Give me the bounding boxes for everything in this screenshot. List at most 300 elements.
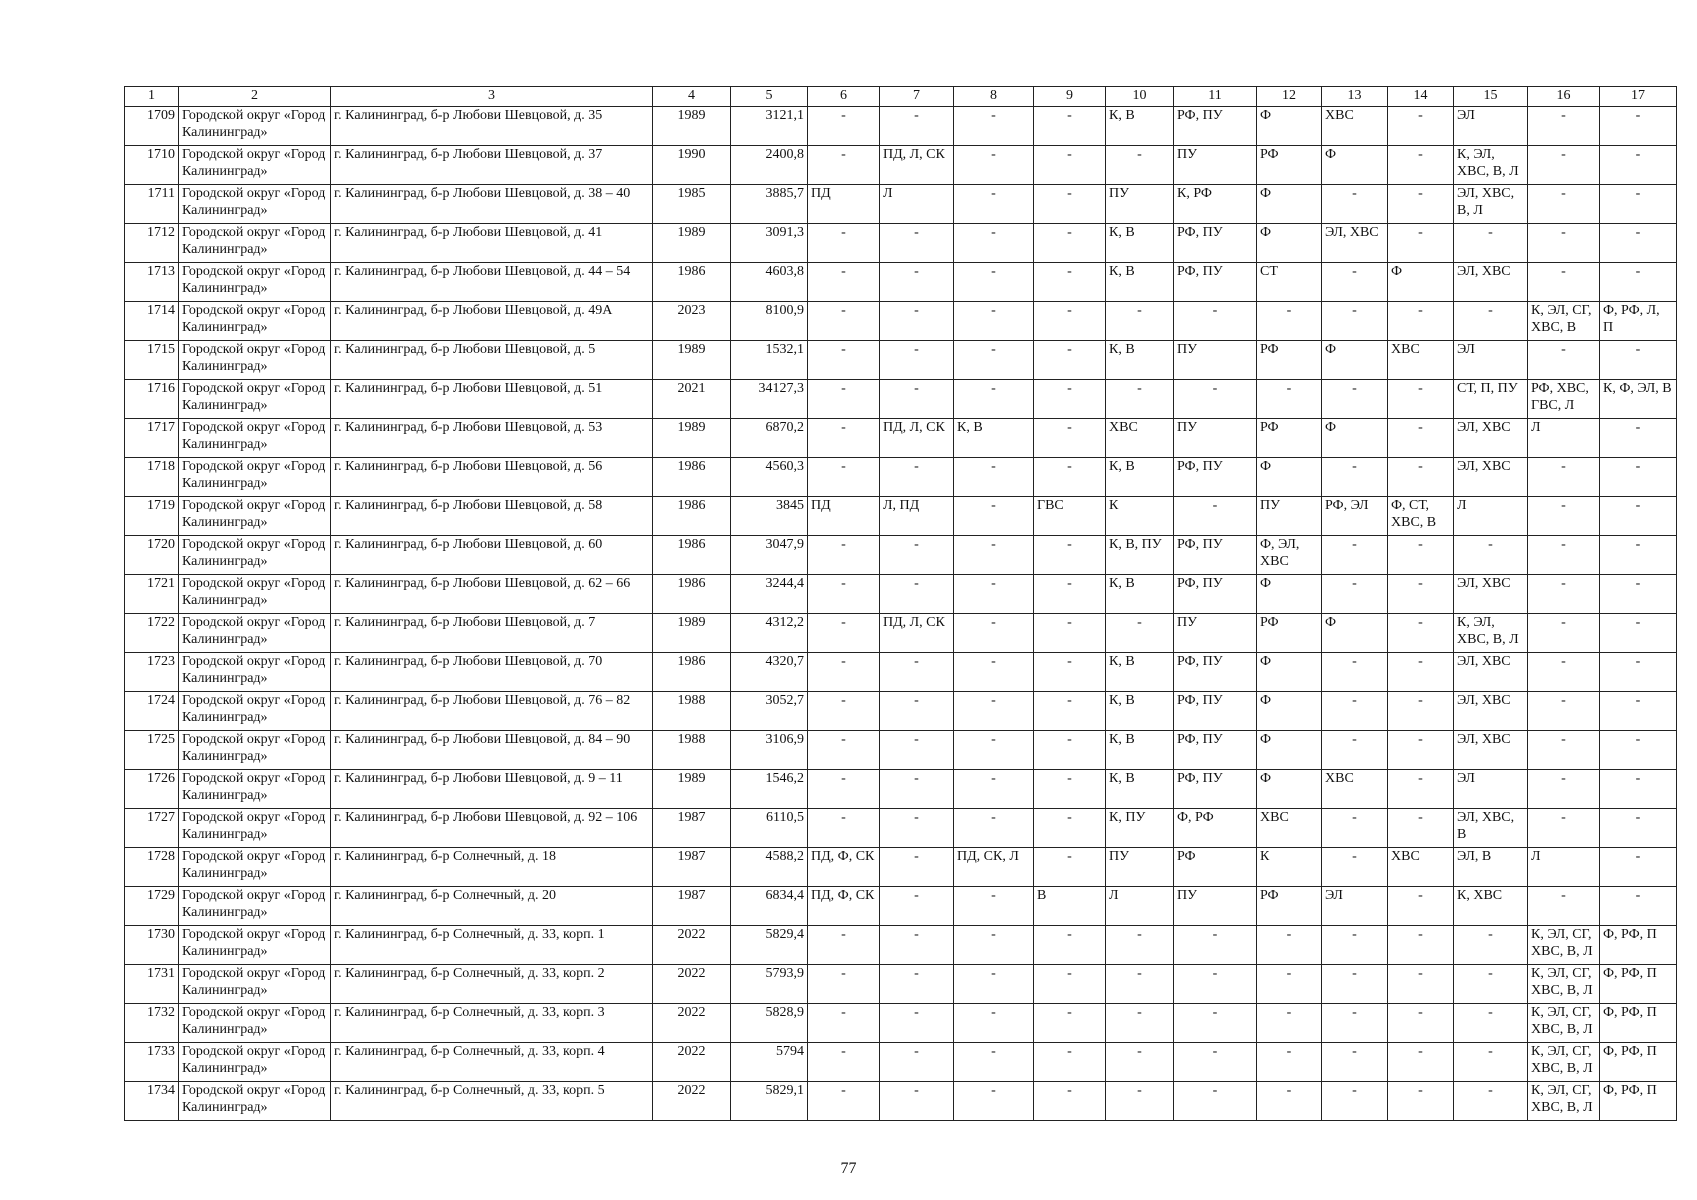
cell-municipality: Городской округ «Город Калининград»	[179, 263, 331, 302]
cell-col-6: -	[808, 224, 880, 263]
cell-col-12: РФ	[1257, 341, 1322, 380]
cell-col-7: Л	[880, 185, 954, 224]
cell-col-10: К, В	[1106, 731, 1174, 770]
cell-col-17: -	[1600, 809, 1677, 848]
cell-col-13: -	[1322, 1082, 1388, 1121]
column-header: 5	[731, 87, 808, 107]
cell-municipality: Городской округ «Город Калининград»	[179, 926, 331, 965]
cell-municipality: Городской округ «Город Калининград»	[179, 146, 331, 185]
cell-col-13: -	[1322, 536, 1388, 575]
column-header: 8	[954, 87, 1034, 107]
cell-col-14: -	[1388, 302, 1454, 341]
cell-col-10: К	[1106, 497, 1174, 536]
cell-col-14: -	[1388, 536, 1454, 575]
cell-year-built: 1987	[653, 848, 731, 887]
cell-col-17: -	[1600, 419, 1677, 458]
cell-col-8: -	[954, 965, 1034, 1004]
cell-col-12: РФ	[1257, 146, 1322, 185]
cell-year-built: 1990	[653, 146, 731, 185]
cell-col-7: -	[880, 965, 954, 1004]
cell-col-9: -	[1034, 185, 1106, 224]
cell-total-area: 3052,7	[731, 692, 808, 731]
cell-col-9: -	[1034, 146, 1106, 185]
cell-col-6: ПД	[808, 185, 880, 224]
cell-col-6: -	[808, 536, 880, 575]
cell-col-10: К, В	[1106, 458, 1174, 497]
cell-col-8: -	[954, 1004, 1034, 1043]
cell-municipality: Городской округ «Город Калининград»	[179, 107, 331, 146]
cell-col-14: -	[1388, 770, 1454, 809]
cell-year-built: 1986	[653, 575, 731, 614]
cell-col-12: СТ	[1257, 263, 1322, 302]
cell-col-16: К, ЭЛ, СГ, ХВС, В, Л	[1528, 1082, 1600, 1121]
cell-total-area: 34127,3	[731, 380, 808, 419]
cell-col-10: К, В	[1106, 575, 1174, 614]
cell-address: г. Калининград, б-р Любови Шевцовой, д. 60	[331, 536, 653, 575]
cell-col-7: ПД, Л, СК	[880, 146, 954, 185]
cell-col-16: -	[1528, 692, 1600, 731]
cell-col-11: ПУ	[1174, 419, 1257, 458]
cell-col-8: -	[954, 1043, 1034, 1082]
cell-col-8: -	[954, 224, 1034, 263]
cell-col-12: Ф	[1257, 692, 1322, 731]
cell-col-12: Ф	[1257, 107, 1322, 146]
cell-address: г. Калининград, б-р Солнечный, д. 33, корп. 3	[331, 1004, 653, 1043]
cell-year-built: 1986	[653, 263, 731, 302]
cell-col-13: -	[1322, 848, 1388, 887]
cell-row-number: 1734	[125, 1082, 179, 1121]
cell-col-11: ПУ	[1174, 614, 1257, 653]
cell-col-16: -	[1528, 497, 1600, 536]
cell-year-built: 1987	[653, 809, 731, 848]
table-row	[125, 419, 1677, 458]
cell-total-area: 2400,8	[731, 146, 808, 185]
cell-municipality: Городской округ «Город Калининград»	[179, 497, 331, 536]
cell-total-area: 5793,9	[731, 965, 808, 1004]
cell-col-9: -	[1034, 770, 1106, 809]
cell-municipality: Городской округ «Город Калининград»	[179, 302, 331, 341]
cell-total-area: 3845	[731, 497, 808, 536]
cell-col-14: Ф	[1388, 263, 1454, 302]
cell-col-15: К, ЭЛ, ХВС, В, Л	[1454, 146, 1528, 185]
cell-col-8: -	[954, 107, 1034, 146]
cell-row-number: 1728	[125, 848, 179, 887]
cell-col-13: Ф	[1322, 419, 1388, 458]
cell-row-number: 1714	[125, 302, 179, 341]
column-header: 7	[880, 87, 954, 107]
cell-col-11: РФ, ПУ	[1174, 263, 1257, 302]
cell-col-16: К, ЭЛ, СГ, ХВС, В, Л	[1528, 965, 1600, 1004]
cell-address: г. Калининград, б-р Любови Шевцовой, д. 62 – 66	[331, 575, 653, 614]
cell-col-16: Л	[1528, 419, 1600, 458]
cell-row-number: 1733	[125, 1043, 179, 1082]
column-header: 12	[1257, 87, 1322, 107]
cell-col-14: -	[1388, 692, 1454, 731]
cell-row-number: 1711	[125, 185, 179, 224]
cell-col-7: -	[880, 263, 954, 302]
cell-col-14: -	[1388, 458, 1454, 497]
cell-col-16: -	[1528, 536, 1600, 575]
cell-address: г. Калининград, б-р Любови Шевцовой, д. 44 – 54	[331, 263, 653, 302]
cell-col-7: -	[880, 224, 954, 263]
page-number: 77	[840, 1160, 857, 1177]
cell-col-15: ЭЛ	[1454, 770, 1528, 809]
cell-col-10: К, В	[1106, 263, 1174, 302]
cell-col-13: -	[1322, 965, 1388, 1004]
cell-municipality: Городской округ «Город Калининград»	[179, 692, 331, 731]
cell-col-14: -	[1388, 1043, 1454, 1082]
cell-year-built: 1988	[653, 692, 731, 731]
cell-address: г. Калининград, б-р Солнечный, д. 33, корп. 2	[331, 965, 653, 1004]
cell-col-10: -	[1106, 926, 1174, 965]
table-row	[125, 692, 1677, 731]
cell-year-built: 2022	[653, 1043, 731, 1082]
cell-col-11: РФ, ПУ	[1174, 536, 1257, 575]
cell-municipality: Городской округ «Город Калининград»	[179, 770, 331, 809]
cell-row-number: 1712	[125, 224, 179, 263]
cell-col-7: Л, ПД	[880, 497, 954, 536]
cell-col-12: Ф	[1257, 185, 1322, 224]
cell-col-17: -	[1600, 653, 1677, 692]
cell-col-17: -	[1600, 146, 1677, 185]
cell-municipality: Городской округ «Город Калининград»	[179, 614, 331, 653]
cell-col-6: ПД, Ф, СК	[808, 848, 880, 887]
cell-row-number: 1720	[125, 536, 179, 575]
cell-col-13: -	[1322, 1004, 1388, 1043]
cell-col-10: -	[1106, 146, 1174, 185]
cell-year-built: 2021	[653, 380, 731, 419]
cell-col-6: -	[808, 1043, 880, 1082]
cell-year-built: 1988	[653, 731, 731, 770]
cell-address: г. Калининград, б-р Солнечный, д. 33, корп. 1	[331, 926, 653, 965]
cell-col-10: К, В	[1106, 341, 1174, 380]
cell-col-11: РФ, ПУ	[1174, 575, 1257, 614]
cell-col-14: -	[1388, 653, 1454, 692]
cell-col-13: -	[1322, 809, 1388, 848]
table-row	[125, 263, 1677, 302]
cell-col-6: -	[808, 146, 880, 185]
cell-col-8: -	[954, 614, 1034, 653]
cell-year-built: 1986	[653, 497, 731, 536]
cell-col-9: -	[1034, 848, 1106, 887]
table-row	[125, 1043, 1677, 1082]
cell-row-number: 1722	[125, 614, 179, 653]
cell-col-16: -	[1528, 575, 1600, 614]
cell-total-area: 3047,9	[731, 536, 808, 575]
cell-col-12: ХВС	[1257, 809, 1322, 848]
cell-col-16: -	[1528, 224, 1600, 263]
cell-col-17: Ф, РФ, П	[1600, 965, 1677, 1004]
cell-col-8: -	[954, 185, 1034, 224]
cell-col-9: -	[1034, 809, 1106, 848]
table-row	[125, 614, 1677, 653]
cell-municipality: Городской округ «Город Калининград»	[179, 1004, 331, 1043]
cell-col-15: ЭЛ	[1454, 107, 1528, 146]
cell-col-12: -	[1257, 1004, 1322, 1043]
cell-col-16: К, ЭЛ, СГ, ХВС, В	[1528, 302, 1600, 341]
cell-col-16: -	[1528, 458, 1600, 497]
table-header-row	[125, 87, 1677, 107]
cell-total-area: 6870,2	[731, 419, 808, 458]
cell-col-10: ПУ	[1106, 848, 1174, 887]
cell-col-17: -	[1600, 497, 1677, 536]
cell-address: г. Калининград, б-р Любови Шевцовой, д. 38 – 40	[331, 185, 653, 224]
cell-col-12: -	[1257, 302, 1322, 341]
cell-col-7: -	[880, 1004, 954, 1043]
table-row	[125, 458, 1677, 497]
table-row	[125, 380, 1677, 419]
cell-col-14: -	[1388, 185, 1454, 224]
cell-col-9: -	[1034, 419, 1106, 458]
cell-col-15: -	[1454, 224, 1528, 263]
cell-col-7: -	[880, 653, 954, 692]
cell-row-number: 1718	[125, 458, 179, 497]
cell-row-number: 1723	[125, 653, 179, 692]
cell-total-area: 5828,9	[731, 1004, 808, 1043]
cell-municipality: Городской округ «Город Калининград»	[179, 185, 331, 224]
cell-col-16: К, ЭЛ, СГ, ХВС, В, Л	[1528, 1004, 1600, 1043]
cell-col-14: -	[1388, 965, 1454, 1004]
cell-col-17: Ф, РФ, П	[1600, 926, 1677, 965]
cell-col-10: -	[1106, 1004, 1174, 1043]
cell-address: г. Калининград, б-р Любови Шевцовой, д. 53	[331, 419, 653, 458]
cell-col-13: Ф	[1322, 341, 1388, 380]
cell-col-6: -	[808, 926, 880, 965]
cell-municipality: Городской округ «Город Калининград»	[179, 887, 331, 926]
cell-total-area: 6834,4	[731, 887, 808, 926]
cell-row-number: 1725	[125, 731, 179, 770]
cell-col-7: ПД, Л, СК	[880, 419, 954, 458]
cell-col-11: -	[1174, 302, 1257, 341]
cell-col-14: -	[1388, 926, 1454, 965]
cell-col-17: -	[1600, 263, 1677, 302]
cell-col-14: -	[1388, 380, 1454, 419]
cell-col-15: Л	[1454, 497, 1528, 536]
cell-col-8: -	[954, 575, 1034, 614]
cell-address: г. Калининград, б-р Солнечный, д. 18	[331, 848, 653, 887]
cell-address: г. Калининград, б-р Любови Шевцовой, д. 76 – 82	[331, 692, 653, 731]
cell-col-12: -	[1257, 926, 1322, 965]
cell-municipality: Городской округ «Город Калининград»	[179, 1082, 331, 1121]
cell-col-6: -	[808, 302, 880, 341]
cell-col-17: -	[1600, 731, 1677, 770]
cell-col-8: ПД, СК, Л	[954, 848, 1034, 887]
cell-row-number: 1719	[125, 497, 179, 536]
cell-year-built: 1989	[653, 419, 731, 458]
cell-address: г. Калининград, б-р Любови Шевцовой, д. 56	[331, 458, 653, 497]
cell-row-number: 1709	[125, 107, 179, 146]
cell-col-10: К, ПУ	[1106, 809, 1174, 848]
cell-col-9: -	[1034, 458, 1106, 497]
cell-col-15: ЭЛ, В	[1454, 848, 1528, 887]
cell-col-13: -	[1322, 653, 1388, 692]
cell-col-11: РФ, ПУ	[1174, 107, 1257, 146]
cell-col-13: ХВС	[1322, 770, 1388, 809]
cell-year-built: 2023	[653, 302, 731, 341]
cell-col-13: ХВС	[1322, 107, 1388, 146]
cell-col-17: Ф, РФ, Л, П	[1600, 302, 1677, 341]
cell-col-17: -	[1600, 224, 1677, 263]
table-row	[125, 848, 1677, 887]
cell-col-8: -	[954, 809, 1034, 848]
cell-row-number: 1731	[125, 965, 179, 1004]
cell-col-13: -	[1322, 263, 1388, 302]
cell-col-8: -	[954, 1082, 1034, 1121]
cell-col-13: -	[1322, 458, 1388, 497]
cell-col-14: Ф, СТ, ХВС, В	[1388, 497, 1454, 536]
cell-col-11: ПУ	[1174, 146, 1257, 185]
cell-address: г. Калининград, б-р Любови Шевцовой, д. 7	[331, 614, 653, 653]
cell-total-area: 3106,9	[731, 731, 808, 770]
cell-col-8: -	[954, 497, 1034, 536]
cell-col-7: -	[880, 575, 954, 614]
cell-col-14: ХВС	[1388, 848, 1454, 887]
cell-col-10: К, В	[1106, 770, 1174, 809]
cell-col-13: -	[1322, 1043, 1388, 1082]
cell-year-built: 2022	[653, 1082, 731, 1121]
cell-year-built: 2022	[653, 965, 731, 1004]
cell-col-11: -	[1174, 1004, 1257, 1043]
cell-municipality: Городской округ «Город Калининград»	[179, 575, 331, 614]
cell-col-13: -	[1322, 380, 1388, 419]
cell-total-area: 4320,7	[731, 653, 808, 692]
cell-col-8: -	[954, 263, 1034, 302]
cell-col-9: -	[1034, 614, 1106, 653]
cell-col-6: -	[808, 653, 880, 692]
cell-col-13: -	[1322, 731, 1388, 770]
housing-register-table	[124, 86, 1677, 1121]
table-row	[125, 185, 1677, 224]
cell-col-12: К	[1257, 848, 1322, 887]
cell-col-13: ЭЛ, ХВС	[1322, 224, 1388, 263]
cell-row-number: 1713	[125, 263, 179, 302]
cell-col-11: -	[1174, 926, 1257, 965]
cell-col-6: ПД	[808, 497, 880, 536]
cell-col-16: -	[1528, 341, 1600, 380]
cell-row-number: 1715	[125, 341, 179, 380]
cell-address: г. Калининград, б-р Любови Шевцовой, д. 9 – 11	[331, 770, 653, 809]
cell-col-8: -	[954, 380, 1034, 419]
table-row	[125, 1004, 1677, 1043]
cell-col-7: -	[880, 1082, 954, 1121]
cell-col-15: -	[1454, 536, 1528, 575]
cell-col-14: -	[1388, 419, 1454, 458]
cell-col-10: -	[1106, 614, 1174, 653]
cell-total-area: 1532,1	[731, 341, 808, 380]
cell-col-9: -	[1034, 302, 1106, 341]
cell-municipality: Городской округ «Город Калининград»	[179, 224, 331, 263]
cell-total-area: 3885,7	[731, 185, 808, 224]
cell-col-9: -	[1034, 1004, 1106, 1043]
table-row	[125, 302, 1677, 341]
cell-col-11: Ф, РФ	[1174, 809, 1257, 848]
cell-col-17: -	[1600, 107, 1677, 146]
table-row	[125, 575, 1677, 614]
cell-col-8: -	[954, 458, 1034, 497]
cell-col-10: Л	[1106, 887, 1174, 926]
cell-col-11: -	[1174, 380, 1257, 419]
cell-col-6: -	[808, 731, 880, 770]
cell-col-15: К, ЭЛ, ХВС, В, Л	[1454, 614, 1528, 653]
cell-total-area: 5829,4	[731, 926, 808, 965]
table-row	[125, 653, 1677, 692]
cell-col-10: К, В	[1106, 692, 1174, 731]
cell-col-17: -	[1600, 614, 1677, 653]
table-row	[125, 926, 1677, 965]
cell-col-8: -	[954, 302, 1034, 341]
cell-col-14: -	[1388, 809, 1454, 848]
cell-year-built: 1989	[653, 614, 731, 653]
cell-col-10: -	[1106, 1043, 1174, 1082]
cell-col-14: -	[1388, 614, 1454, 653]
cell-col-14: -	[1388, 575, 1454, 614]
cell-col-10: ПУ	[1106, 185, 1174, 224]
cell-col-13: Ф	[1322, 614, 1388, 653]
cell-address: г. Калининград, б-р Любови Шевцовой, д. 51	[331, 380, 653, 419]
column-header: 9	[1034, 87, 1106, 107]
cell-col-10: К, В	[1106, 653, 1174, 692]
cell-col-11: РФ, ПУ	[1174, 653, 1257, 692]
cell-row-number: 1716	[125, 380, 179, 419]
cell-row-number: 1717	[125, 419, 179, 458]
cell-col-13: -	[1322, 575, 1388, 614]
cell-col-11: ПУ	[1174, 341, 1257, 380]
cell-col-7: -	[880, 731, 954, 770]
cell-col-9: -	[1034, 575, 1106, 614]
cell-col-16: -	[1528, 146, 1600, 185]
cell-col-12: Ф	[1257, 575, 1322, 614]
column-header: 16	[1528, 87, 1600, 107]
cell-col-6: -	[808, 341, 880, 380]
cell-col-7: ПД, Л, СК	[880, 614, 954, 653]
cell-year-built: 1986	[653, 458, 731, 497]
cell-col-9: -	[1034, 1043, 1106, 1082]
cell-total-area: 4560,3	[731, 458, 808, 497]
cell-col-9: -	[1034, 224, 1106, 263]
cell-col-14: -	[1388, 1082, 1454, 1121]
cell-col-8: -	[954, 536, 1034, 575]
cell-col-11: РФ, ПУ	[1174, 770, 1257, 809]
cell-col-7: -	[880, 107, 954, 146]
cell-municipality: Городской округ «Город Калининград»	[179, 536, 331, 575]
cell-col-16: -	[1528, 263, 1600, 302]
cell-address: г. Калининград, б-р Любови Шевцовой, д. 49А	[331, 302, 653, 341]
cell-col-9: -	[1034, 965, 1106, 1004]
cell-col-7: -	[880, 770, 954, 809]
cell-col-9: -	[1034, 653, 1106, 692]
cell-col-9: -	[1034, 692, 1106, 731]
cell-col-15: ЭЛ, ХВС	[1454, 419, 1528, 458]
cell-col-10: -	[1106, 965, 1174, 1004]
cell-col-17: Ф, РФ, П	[1600, 1043, 1677, 1082]
cell-col-17: Ф, РФ, П	[1600, 1004, 1677, 1043]
cell-col-9: -	[1034, 926, 1106, 965]
cell-col-15: К, ХВС	[1454, 887, 1528, 926]
cell-col-12: РФ	[1257, 887, 1322, 926]
cell-col-17: -	[1600, 536, 1677, 575]
cell-col-8: -	[954, 926, 1034, 965]
cell-row-number: 1726	[125, 770, 179, 809]
cell-col-6: -	[808, 1004, 880, 1043]
cell-total-area: 3091,3	[731, 224, 808, 263]
cell-col-16: -	[1528, 731, 1600, 770]
cell-col-13: -	[1322, 926, 1388, 965]
cell-year-built: 1985	[653, 185, 731, 224]
cell-col-8: -	[954, 341, 1034, 380]
cell-col-15: ЭЛ, ХВС	[1454, 653, 1528, 692]
cell-address: г. Калининград, б-р Любови Шевцовой, д. 35	[331, 107, 653, 146]
cell-col-12: Ф, ЭЛ, ХВС	[1257, 536, 1322, 575]
